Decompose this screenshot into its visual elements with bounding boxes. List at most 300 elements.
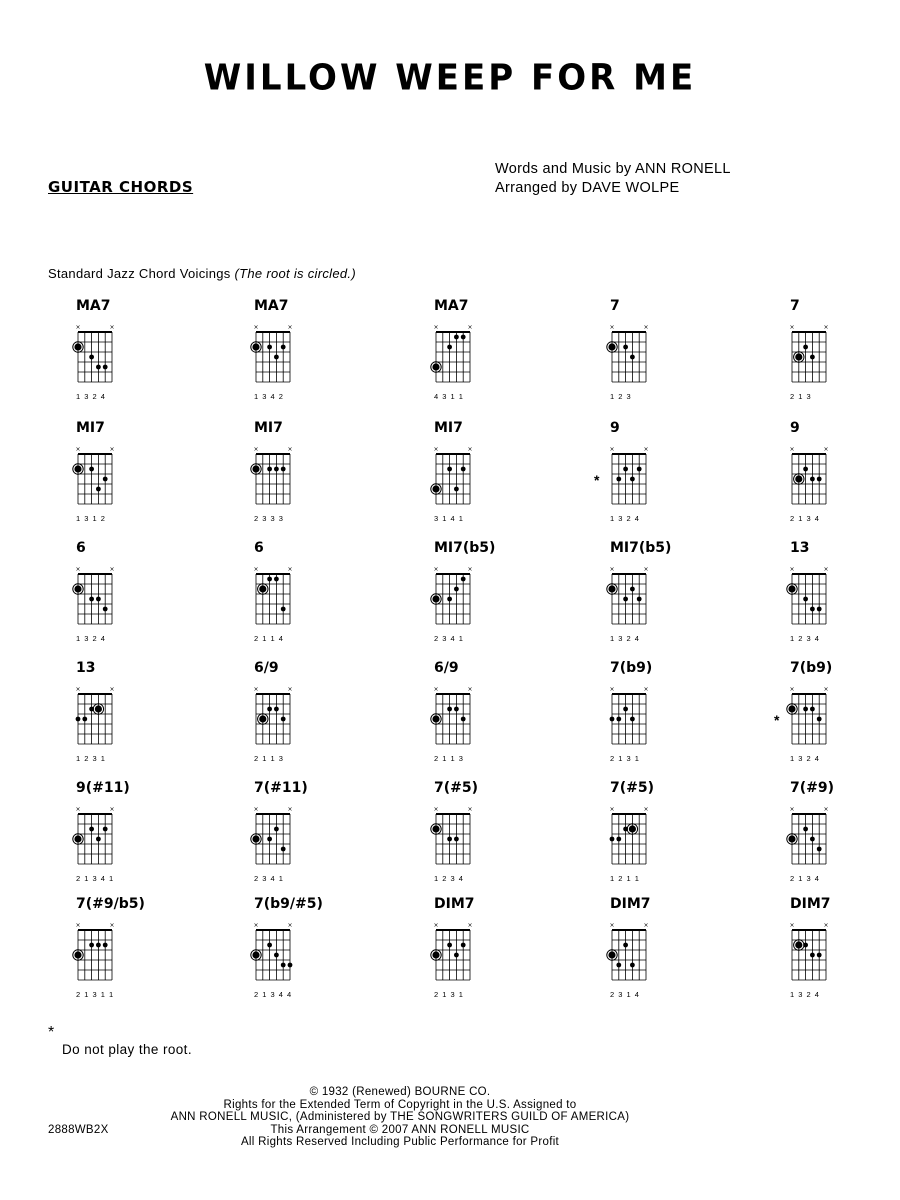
fretboard-icon bbox=[428, 660, 488, 750]
muted-string-icon: × bbox=[643, 686, 649, 693]
finger-dot bbox=[89, 355, 94, 360]
finger-dot bbox=[76, 717, 81, 722]
finger-dot bbox=[454, 335, 459, 340]
finger-dot bbox=[623, 345, 628, 350]
root-note-dot bbox=[788, 585, 795, 592]
chord-diagram bbox=[70, 896, 200, 1006]
finger-dot bbox=[447, 837, 452, 842]
muted-string-icon: × bbox=[467, 806, 473, 813]
finger-dot bbox=[267, 577, 272, 582]
root-note-dot bbox=[432, 951, 439, 958]
chord-name: 7 bbox=[610, 298, 620, 314]
copyright-line: © 1932 (Renewed) BOURNE CO. bbox=[309, 1086, 491, 1098]
root-note-dot bbox=[608, 343, 615, 350]
finger-dot bbox=[637, 597, 642, 602]
finger-dot bbox=[103, 365, 108, 370]
chord-name: MA7 bbox=[254, 298, 289, 314]
root-note-dot bbox=[252, 343, 259, 350]
fretboard-icon bbox=[784, 896, 844, 986]
fingering-label: 2 1 3 4 4 bbox=[254, 990, 293, 999]
chord-name: 6/9 bbox=[254, 660, 279, 676]
muted-string-icon: × bbox=[609, 324, 615, 331]
fretboard-icon bbox=[248, 298, 308, 388]
no-root-star: * bbox=[594, 472, 600, 488]
fretboard-icon bbox=[784, 660, 844, 750]
muted-string-icon: × bbox=[643, 922, 649, 929]
muted-string-icon: × bbox=[643, 806, 649, 813]
finger-dot bbox=[267, 837, 272, 842]
fingering-label: 2 1 3 4 bbox=[790, 514, 820, 523]
muted-string-icon: × bbox=[109, 324, 115, 331]
finger-dot bbox=[281, 345, 286, 350]
finger-dot bbox=[281, 717, 286, 722]
finger-dot bbox=[623, 707, 628, 712]
chord-name: MI7 bbox=[434, 420, 463, 436]
muted-string-icon: × bbox=[253, 324, 259, 331]
finger-dot bbox=[630, 355, 635, 360]
root-note-dot bbox=[432, 715, 439, 722]
chord-name: 7(#11) bbox=[254, 780, 308, 796]
root-note-dot bbox=[74, 951, 81, 958]
chord-name: DIM7 bbox=[434, 896, 475, 912]
muted-string-icon: × bbox=[253, 686, 259, 693]
finger-dot bbox=[817, 477, 822, 482]
muted-string-icon: × bbox=[287, 686, 293, 693]
root-note-dot bbox=[432, 825, 439, 832]
muted-string-icon: × bbox=[609, 446, 615, 453]
muted-string-icon: × bbox=[287, 806, 293, 813]
muted-string-icon: × bbox=[823, 922, 829, 929]
chord-name: 13 bbox=[790, 540, 810, 556]
chord-name: 6 bbox=[76, 540, 86, 556]
chord-name: 7(#9/b5) bbox=[76, 896, 145, 912]
root-note-dot bbox=[432, 485, 439, 492]
finger-dot bbox=[623, 597, 628, 602]
muted-string-icon: × bbox=[467, 446, 473, 453]
muted-string-icon: × bbox=[109, 806, 115, 813]
chord-name: 6/9 bbox=[434, 660, 459, 676]
muted-string-icon: × bbox=[789, 686, 795, 693]
muted-string-icon: × bbox=[643, 566, 649, 573]
fingering-label: 2 1 3 bbox=[790, 392, 812, 401]
root-note-dot bbox=[608, 585, 615, 592]
chord-diagram bbox=[70, 780, 200, 890]
fingering-label: 1 2 3 4 bbox=[434, 874, 464, 883]
finger-dot bbox=[630, 963, 635, 968]
chord-diagram bbox=[70, 420, 200, 530]
finger-dot bbox=[274, 827, 279, 832]
fretboard-icon bbox=[604, 420, 664, 510]
finger-dot bbox=[96, 943, 101, 948]
finger-dot bbox=[96, 597, 101, 602]
finger-dot bbox=[96, 365, 101, 370]
finger-dot bbox=[281, 607, 286, 612]
root-note-dot bbox=[259, 585, 266, 592]
finger-dot bbox=[447, 597, 452, 602]
finger-dot bbox=[447, 943, 452, 948]
chord-name: DIM7 bbox=[790, 896, 831, 912]
chord-diagram bbox=[428, 298, 558, 408]
fretboard-icon bbox=[70, 420, 130, 510]
muted-string-icon: × bbox=[823, 686, 829, 693]
chord-diagram bbox=[774, 660, 900, 770]
finger-dot bbox=[274, 953, 279, 958]
root-note-dot bbox=[795, 941, 802, 948]
fretboard-icon bbox=[784, 540, 844, 630]
finger-dot bbox=[96, 487, 101, 492]
credits-arranged-by: Arranged by DAVE WOLPE bbox=[495, 180, 680, 196]
muted-string-icon: × bbox=[109, 566, 115, 573]
chord-diagram bbox=[428, 540, 558, 650]
finger-dot bbox=[817, 847, 822, 852]
chord-diagram bbox=[248, 298, 378, 408]
finger-dot bbox=[103, 827, 108, 832]
chord-diagram bbox=[784, 540, 900, 650]
muted-string-icon: × bbox=[253, 446, 259, 453]
fingering-label: 4 3 1 1 bbox=[434, 392, 464, 401]
muted-string-icon: × bbox=[75, 324, 81, 331]
fretboard-icon bbox=[428, 896, 488, 986]
chord-name: 7(#5) bbox=[434, 780, 479, 796]
chord-diagram bbox=[428, 660, 558, 770]
chord-name: DIM7 bbox=[610, 896, 651, 912]
muted-string-icon: × bbox=[609, 566, 615, 573]
copyright-line: All Rights Reserved Including Public Performance for Profit bbox=[240, 1136, 560, 1149]
finger-dot bbox=[454, 837, 459, 842]
root-note-dot bbox=[74, 835, 81, 842]
finger-dot bbox=[274, 467, 279, 472]
finger-dot bbox=[82, 717, 87, 722]
chord-name: MA7 bbox=[434, 298, 469, 314]
finger-dot bbox=[96, 837, 101, 842]
fingering-label: 1 2 3 bbox=[610, 392, 632, 401]
finger-dot bbox=[461, 943, 466, 948]
finger-dot bbox=[623, 467, 628, 472]
root-note-dot bbox=[788, 835, 795, 842]
finger-dot bbox=[623, 943, 628, 948]
finger-dot bbox=[454, 487, 459, 492]
root-note-dot bbox=[74, 585, 81, 592]
finger-dot bbox=[803, 345, 808, 350]
finger-dot bbox=[454, 587, 459, 592]
fingering-label: 1 3 2 4 bbox=[790, 990, 820, 999]
chord-name: 7(#5) bbox=[610, 780, 655, 796]
chord-name: 13 bbox=[76, 660, 96, 676]
finger-dot bbox=[461, 335, 466, 340]
copyright-block bbox=[0, 1086, 800, 1149]
root-note-dot bbox=[608, 951, 615, 958]
credits-words-music: Words and Music by ANN RONELL bbox=[495, 161, 731, 177]
page-title: WILLOW WEEP FOR ME bbox=[203, 57, 697, 99]
finger-dot bbox=[630, 717, 635, 722]
fretboard-icon bbox=[428, 420, 488, 510]
muted-string-icon: × bbox=[609, 922, 615, 929]
muted-string-icon: × bbox=[75, 446, 81, 453]
fretboard-icon bbox=[70, 660, 130, 750]
finger-dot bbox=[616, 963, 621, 968]
muted-string-icon: × bbox=[467, 686, 473, 693]
muted-string-icon: × bbox=[789, 806, 795, 813]
fingering-label: 2 1 3 1 1 bbox=[76, 990, 115, 999]
chord-diagram bbox=[248, 420, 378, 530]
fretboard-icon bbox=[604, 660, 664, 750]
finger-dot bbox=[274, 577, 279, 582]
muted-string-icon: × bbox=[433, 806, 439, 813]
root-note-dot bbox=[795, 475, 802, 482]
chord-diagram bbox=[428, 420, 558, 530]
chord-name: 7(b9) bbox=[610, 660, 653, 676]
muted-string-icon: × bbox=[253, 806, 259, 813]
copyright-line: This Arrangement © 2007 ANN RONELL MUSIC bbox=[270, 1123, 530, 1136]
root-note-dot bbox=[95, 705, 102, 712]
chord-diagram bbox=[604, 540, 734, 650]
muted-string-icon: × bbox=[789, 922, 795, 929]
finger-dot bbox=[817, 953, 822, 958]
finger-dot bbox=[267, 707, 272, 712]
finger-dot bbox=[461, 467, 466, 472]
chord-diagram bbox=[784, 780, 900, 890]
fretboard-icon bbox=[428, 780, 488, 870]
muted-string-icon: × bbox=[109, 922, 115, 929]
chord-diagram bbox=[784, 298, 900, 408]
fretboard-icon bbox=[428, 298, 488, 388]
fingering-label: 2 3 4 1 bbox=[434, 634, 464, 643]
root-note-dot bbox=[259, 715, 266, 722]
fretboard-icon bbox=[784, 420, 844, 510]
finger-dot bbox=[810, 837, 815, 842]
finger-dot bbox=[267, 467, 272, 472]
muted-string-icon: × bbox=[823, 806, 829, 813]
finger-dot bbox=[803, 597, 808, 602]
muted-string-icon: × bbox=[433, 324, 439, 331]
finger-dot bbox=[103, 477, 108, 482]
fingering-label: 2 1 3 1 bbox=[610, 754, 640, 763]
root-note-dot bbox=[795, 353, 802, 360]
muted-string-icon: × bbox=[789, 566, 795, 573]
chord-name: MA7 bbox=[76, 298, 111, 314]
chord-name: 7 bbox=[790, 298, 800, 314]
muted-string-icon: × bbox=[789, 446, 795, 453]
chord-diagram bbox=[594, 420, 734, 530]
muted-string-icon: × bbox=[433, 922, 439, 929]
fingering-label: 1 3 1 2 bbox=[76, 514, 106, 523]
muted-string-icon: × bbox=[789, 324, 795, 331]
fretboard-icon bbox=[784, 298, 844, 388]
chord-name: MI7 bbox=[76, 420, 105, 436]
fretboard-icon bbox=[604, 780, 664, 870]
root-note-dot bbox=[788, 705, 795, 712]
finger-dot bbox=[616, 837, 621, 842]
voicings-note: (The root is circled.) bbox=[234, 266, 356, 281]
muted-string-icon: × bbox=[609, 686, 615, 693]
finger-dot bbox=[281, 963, 286, 968]
fingering-label: 1 2 1 1 bbox=[610, 874, 640, 883]
fingering-label: 1 3 2 4 bbox=[610, 514, 640, 523]
fretboard-icon bbox=[604, 298, 664, 388]
muted-string-icon: × bbox=[75, 566, 81, 573]
finger-dot bbox=[810, 355, 815, 360]
fingering-label: 3 1 4 1 bbox=[434, 514, 464, 523]
finger-dot bbox=[610, 717, 615, 722]
muted-string-icon: × bbox=[823, 446, 829, 453]
voicings-label: Standard Jazz Chord Voicings bbox=[48, 266, 231, 281]
finger-dot bbox=[461, 577, 466, 582]
chord-name: 9 bbox=[610, 420, 620, 436]
muted-string-icon: × bbox=[253, 566, 259, 573]
chord-name: 6 bbox=[254, 540, 264, 556]
muted-string-icon: × bbox=[109, 446, 115, 453]
chord-diagram bbox=[428, 896, 558, 1006]
finger-dot bbox=[267, 943, 272, 948]
chord-name: MI7(b5) bbox=[434, 540, 496, 556]
root-note-dot bbox=[74, 465, 81, 472]
muted-string-icon: × bbox=[287, 324, 293, 331]
muted-string-icon: × bbox=[287, 922, 293, 929]
muted-string-icon: × bbox=[467, 324, 473, 331]
finger-dot bbox=[630, 587, 635, 592]
fretboard-icon bbox=[784, 780, 844, 870]
fretboard-icon bbox=[248, 780, 308, 870]
chord-diagram bbox=[428, 780, 558, 890]
fingering-label: 2 1 3 1 bbox=[434, 990, 464, 999]
muted-string-icon: × bbox=[433, 566, 439, 573]
muted-string-icon: × bbox=[433, 446, 439, 453]
root-note-dot bbox=[432, 595, 439, 602]
fingering-label: 1 3 2 4 bbox=[790, 754, 820, 763]
chord-diagram bbox=[784, 896, 900, 1006]
muted-string-icon: × bbox=[433, 686, 439, 693]
fretboard-icon bbox=[604, 540, 664, 630]
chord-diagram bbox=[604, 660, 734, 770]
muted-string-icon: × bbox=[287, 566, 293, 573]
chord-diagram bbox=[248, 540, 378, 650]
fingering-label: 2 3 4 1 bbox=[254, 874, 284, 883]
muted-string-icon: × bbox=[823, 566, 829, 573]
root-note-dot bbox=[252, 835, 259, 842]
chord-diagram bbox=[604, 298, 734, 408]
chord-name: MI7(b5) bbox=[610, 540, 672, 556]
muted-string-icon: × bbox=[643, 446, 649, 453]
fingering-label: 1 2 3 1 bbox=[76, 754, 106, 763]
fingering-label: 2 1 1 3 bbox=[434, 754, 464, 763]
finger-dot bbox=[454, 953, 459, 958]
fretboard-icon bbox=[70, 780, 130, 870]
muted-string-icon: × bbox=[75, 686, 81, 693]
root-note-dot bbox=[629, 825, 636, 832]
finger-dot bbox=[610, 837, 615, 842]
finger-dot bbox=[810, 607, 815, 612]
finger-dot bbox=[817, 607, 822, 612]
chord-diagram bbox=[70, 660, 200, 770]
fretboard-icon bbox=[604, 896, 664, 986]
chord-diagram bbox=[248, 660, 378, 770]
finger-dot bbox=[810, 953, 815, 958]
fingering-label: 2 1 3 4 bbox=[790, 874, 820, 883]
finger-dot bbox=[274, 707, 279, 712]
section-label: GUITAR CHORDS bbox=[48, 178, 194, 196]
muted-string-icon: × bbox=[467, 922, 473, 929]
root-note-dot bbox=[252, 951, 259, 958]
fingering-label: 1 3 2 4 bbox=[610, 634, 640, 643]
finger-dot bbox=[454, 707, 459, 712]
root-note-dot bbox=[252, 465, 259, 472]
root-note-dot bbox=[74, 343, 81, 350]
fingering-label: 1 2 3 4 bbox=[790, 634, 820, 643]
finger-dot bbox=[267, 345, 272, 350]
finger-dot bbox=[103, 607, 108, 612]
fingering-label: 1 3 4 2 bbox=[254, 392, 284, 401]
copyright-line: Rights for the Extended Term of Copyright in the U.S. Assigned to bbox=[223, 1098, 577, 1111]
chord-name: 9(#11) bbox=[76, 780, 130, 796]
no-root-star: * bbox=[774, 712, 780, 728]
finger-dot bbox=[616, 717, 621, 722]
finger-dot bbox=[817, 717, 822, 722]
chord-diagram bbox=[248, 896, 378, 1006]
fretboard-icon bbox=[248, 540, 308, 630]
muted-string-icon: × bbox=[643, 324, 649, 331]
muted-string-icon: × bbox=[253, 922, 259, 929]
chord-name: 9 bbox=[790, 420, 800, 436]
finger-dot bbox=[89, 943, 94, 948]
muted-string-icon: × bbox=[287, 446, 293, 453]
chord-diagram bbox=[70, 298, 200, 408]
fretboard-icon bbox=[248, 420, 308, 510]
chord-diagram bbox=[604, 896, 734, 1006]
chord-diagram bbox=[248, 780, 378, 890]
chord-diagram bbox=[70, 540, 200, 650]
muted-string-icon: × bbox=[75, 922, 81, 929]
finger-dot bbox=[103, 943, 108, 948]
finger-dot bbox=[281, 847, 286, 852]
finger-dot bbox=[810, 707, 815, 712]
muted-string-icon: × bbox=[467, 566, 473, 573]
fretboard-icon bbox=[428, 540, 488, 630]
finger-dot bbox=[803, 467, 808, 472]
footnote-star: * bbox=[48, 1024, 55, 1041]
copyright-line: ANN RONELL MUSIC, (Administered by THE SONGWRITERS GUILD OF AMERICA) bbox=[170, 1111, 630, 1124]
root-note-dot bbox=[432, 363, 439, 370]
fingering-label: 2 1 1 4 bbox=[254, 634, 284, 643]
fingering-label: 1 3 2 4 bbox=[76, 392, 106, 401]
muted-string-icon: × bbox=[823, 324, 829, 331]
chord-name: MI7 bbox=[254, 420, 283, 436]
muted-string-icon: × bbox=[609, 806, 615, 813]
muted-string-icon: × bbox=[75, 806, 81, 813]
fingering-label: 2 1 1 3 bbox=[254, 754, 284, 763]
chord-diagram bbox=[604, 780, 734, 890]
finger-dot bbox=[447, 707, 452, 712]
finger-dot bbox=[447, 467, 452, 472]
fingering-label: 2 1 3 4 1 bbox=[76, 874, 115, 883]
chord-diagram bbox=[784, 420, 900, 530]
finger-dot bbox=[803, 707, 808, 712]
fretboard-icon bbox=[70, 540, 130, 630]
fretboard-icon bbox=[248, 896, 308, 986]
finger-dot bbox=[803, 827, 808, 832]
fretboard-icon bbox=[70, 896, 130, 986]
muted-string-icon: × bbox=[109, 686, 115, 693]
catalog-code: 2888WB2X bbox=[48, 1124, 109, 1136]
finger-dot bbox=[461, 717, 466, 722]
finger-dot bbox=[281, 467, 286, 472]
chord-name: 7(#9) bbox=[790, 780, 835, 796]
finger-dot bbox=[274, 355, 279, 360]
finger-dot bbox=[637, 467, 642, 472]
chord-name: 7(b9/#5) bbox=[254, 896, 323, 912]
finger-dot bbox=[89, 467, 94, 472]
finger-dot bbox=[630, 477, 635, 482]
finger-dot bbox=[89, 597, 94, 602]
